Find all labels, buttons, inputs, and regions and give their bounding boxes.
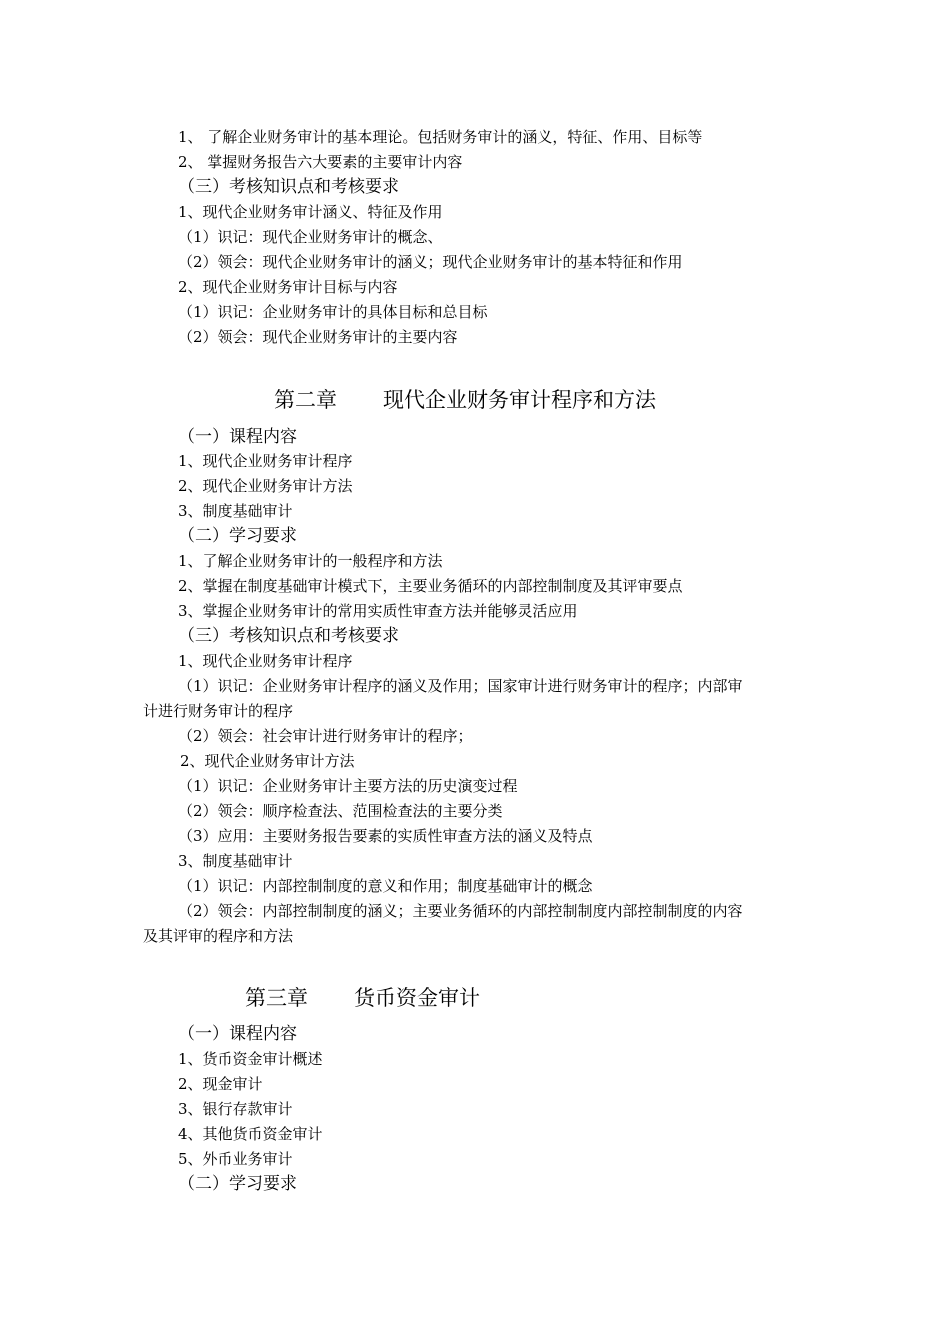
list-item: （2）领会：社会审计进行财务审计的程序； <box>178 727 473 745</box>
section-heading: （二）学习要求 <box>178 526 297 546</box>
chapter-number: 第二章 <box>274 388 337 412</box>
list-item: 3、制度基础审计 <box>178 852 293 870</box>
list-item: 3、掌握企业财务审计的常用实质性审查方法并能够灵活应用 <box>178 602 578 620</box>
list-item: 1、现代企业财务审计程序 <box>178 652 353 670</box>
list-item: （1）识记：企业财务审计的具体目标和总目标 <box>178 303 488 321</box>
list-item-continuation: 及其评审的程序和方法 <box>143 927 294 945</box>
list-item: 1、现代企业财务审计程序 <box>178 452 353 470</box>
list-item: （2）领会：现代企业财务审计的涵义；现代企业财务审计的基本特征和作用 <box>178 253 683 271</box>
section-heading: （二）学习要求 <box>178 1174 297 1194</box>
list-item: （1）识记：内部控制制度的意义和作用；制度基础审计的概念 <box>178 877 593 895</box>
chapter-heading <box>245 985 480 1011</box>
list-item: （2）领会：现代企业财务审计的主要内容 <box>178 328 458 346</box>
list-item: 1、 了解企业财务审计的基本理论。包括财务审计的涵义，特征、作用、目标等 <box>178 128 703 146</box>
list-item: 2、现代企业财务审计方法 <box>178 477 353 495</box>
list-item: 2、现代企业财务审计目标与内容 <box>178 278 398 296</box>
list-item: 4、其他货币资金审计 <box>178 1125 323 1143</box>
list-item: 5、外币业务审计 <box>178 1150 293 1168</box>
section-heading: （三）考核知识点和考核要求 <box>178 626 399 646</box>
list-item-continuation: 计进行财务审计的程序 <box>143 702 294 720</box>
section-heading: （一）课程内容 <box>178 1024 297 1044</box>
chapter-title: 货币资金审计 <box>354 986 480 1010</box>
list-item: （2）领会：顺序检查法、范围检查法的主要分类 <box>178 802 503 820</box>
section-heading: （三）考核知识点和考核要求 <box>178 177 399 197</box>
list-item: 1、货币资金审计概述 <box>178 1050 323 1068</box>
list-item: 3、银行存款审计 <box>178 1100 293 1118</box>
list-item: （1）识记：现代企业财务审计的概念、 <box>178 228 443 246</box>
chapter-title: 现代企业财务审计程序和方法 <box>383 388 656 412</box>
list-item: （1）识记：企业财务审计程序的涵义及作用；国家审计进行财务审计的程序；内部审 <box>178 677 743 695</box>
list-item: （3）应用：主要财务报告要素的实质性审查方法的涵义及特点 <box>178 827 593 845</box>
list-item: 2、 掌握财务报告六大要素的主要审计内容 <box>178 153 463 171</box>
list-item: 3、制度基础审计 <box>178 502 293 520</box>
list-item: 2、现金审计 <box>178 1075 263 1093</box>
list-item: （2）领会：内部控制制度的涵义；主要业务循环的内部控制制度内部控制制度的内容 <box>178 902 743 920</box>
list-item: 2、掌握在制度基础审计模式下，主要业务循环的内部控制制度及其评审要点 <box>178 577 683 595</box>
chapter-number: 第三章 <box>245 986 308 1010</box>
list-item: （1）识记：企业财务审计主要方法的历史演变过程 <box>178 777 518 795</box>
list-item: 1、了解企业财务审计的一般程序和方法 <box>178 552 443 570</box>
list-item: 2、现代企业财务审计方法 <box>180 752 355 770</box>
chapter-heading <box>274 387 656 413</box>
list-item: 1、现代企业财务审计涵义、特征及作用 <box>178 203 443 221</box>
section-heading: （一）课程内容 <box>178 427 297 447</box>
